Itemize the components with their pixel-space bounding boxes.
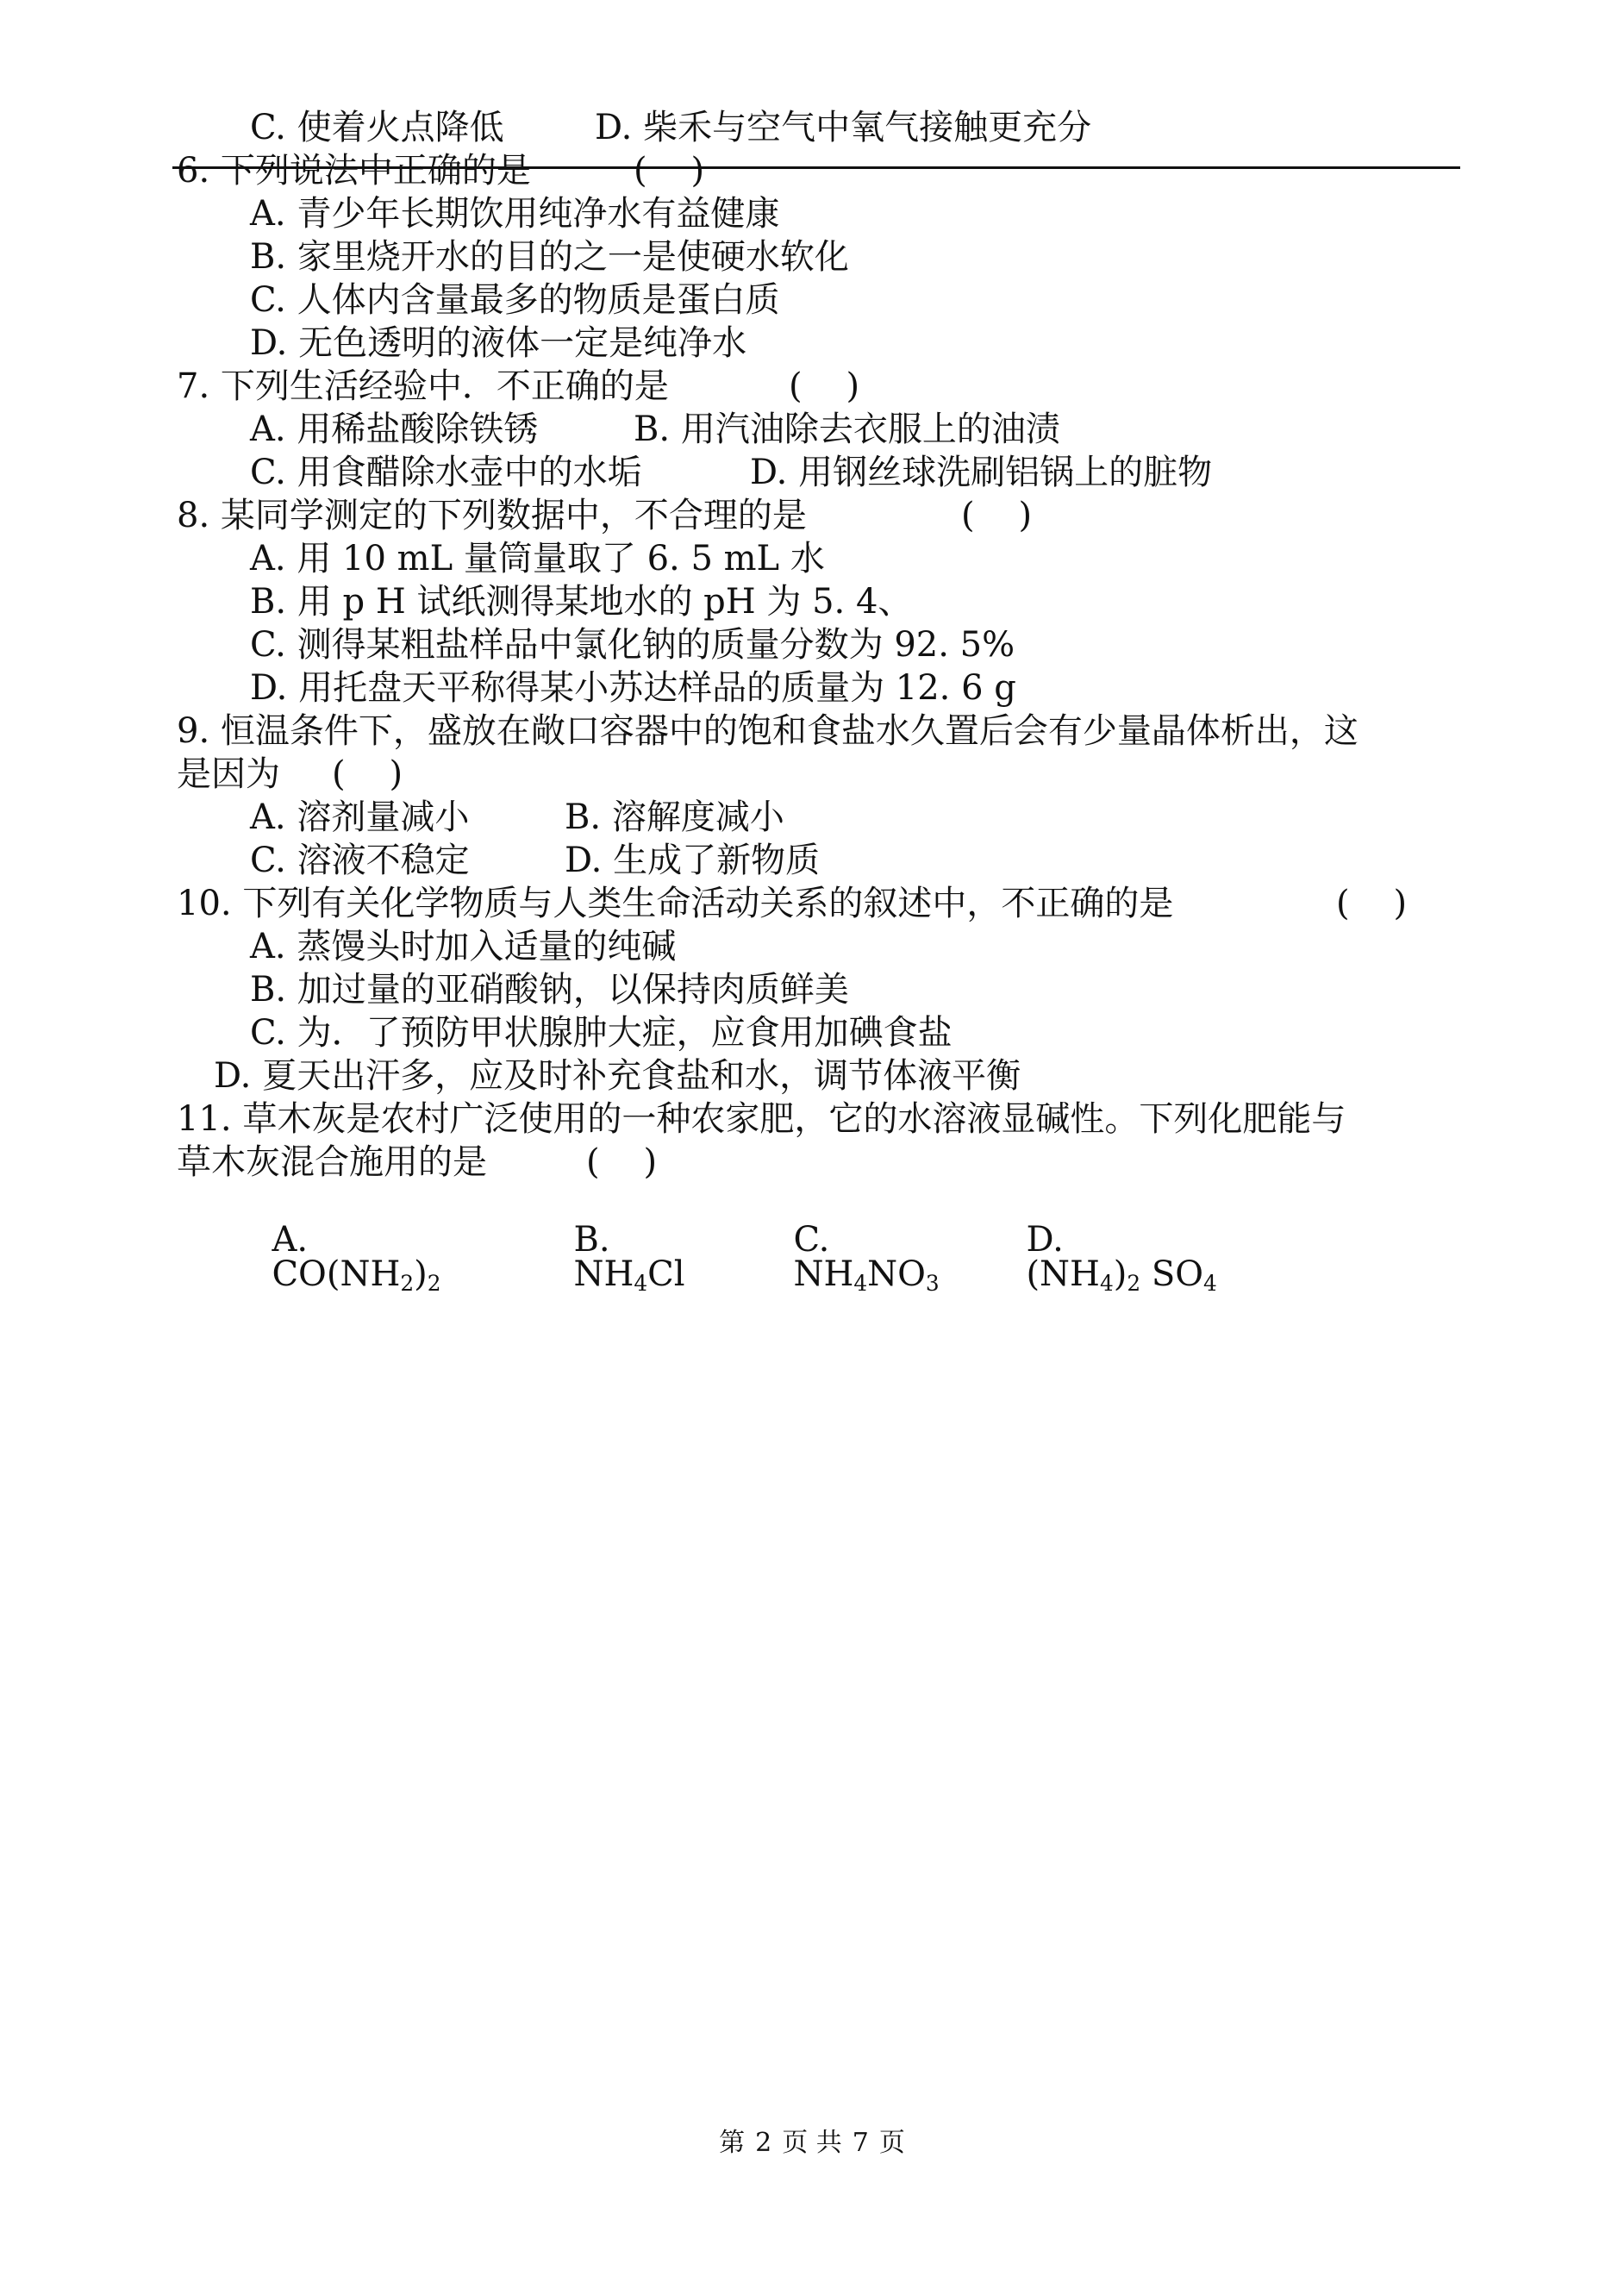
q6-option-b: B. 家里烧开水的目的之一是使硬水软化 [250, 237, 849, 277]
q5-option-d: D. 柴禾与空气中氧气接触更充分 [595, 108, 1092, 147]
q6-option-d: D. 无色透明的液体一定是纯净水 [250, 323, 747, 363]
q11-option-c-formula: $NH_4NO_3$ [793, 1254, 940, 1297]
q11-stem-line2: 草木灰混合施用的是 [177, 1142, 487, 1182]
q8-option-c: C. 测得某粗盐样品中氯化钠的质量分数为 92. 5% [250, 625, 1015, 665]
q7-stem: 7. 下列生活经验中．不正确的是 [177, 366, 669, 406]
q11-option-b-label: B. [573, 1220, 610, 1260]
q10-option-b: B. 加过量的亚硝酸钠，以保持肉质鲜美 [250, 970, 849, 1010]
q8-option-b: B. 用 p H 试纸测得某地水的 pH 为 5. 4、 [250, 582, 913, 622]
q9-answer-paren: ( ) [332, 754, 403, 794]
q10-answer-paren: ( ) [1336, 884, 1408, 923]
q9-option-d: D. 生成了新物质 [565, 841, 821, 880]
q7-option-c: C. 用食醋除水壶中的水垢 [250, 453, 642, 492]
q11-option-a-label: A. [272, 1220, 309, 1260]
q11-stem-line1: 11. 草木灰是农村广泛使用的一种农家肥，它的水溶液显碱性。下列化肥能与 [177, 1099, 1346, 1139]
q11-option-b-formula: $NH_4Cl$ [573, 1254, 685, 1297]
q6-option-c: C. 人体内含量最多的物质是蛋白质 [250, 280, 780, 320]
q7-answer-paren: ( ) [789, 366, 860, 406]
q11-option-d-formula: $(NH_4)_2$ $SO_4$ [1026, 1254, 1217, 1297]
footer-suffix: 页 [878, 2128, 905, 2158]
q11-option-a-formula: $CO(NH_2)_2$ [272, 1254, 441, 1297]
q9-stem-line1: 9. 恒温条件下，盛放在敞口容器中的饱和食盐水久置后会有少量晶体析出，这 [177, 711, 1359, 751]
q11-option-d-label: D. [1026, 1220, 1064, 1260]
q9-option-a: A. 溶剂量减小 [250, 797, 470, 837]
page-footer [0, 2121, 1624, 2159]
q9-option-c: C. 溶液不稳定 [250, 841, 470, 880]
q9-option-b: B. 溶解度减小 [565, 797, 784, 837]
q5-option-c: C. 使着火点降低 [250, 108, 504, 147]
q11-option-b [552, 1188, 685, 1297]
q11-option-c [771, 1188, 940, 1297]
q10-option-c: C. 为．了预防甲状腺肿大症，应食用加碘食盐 [250, 1013, 953, 1053]
q10-option-d: D. 夏天出汗多，应及时补充食盐和水，调节体液平衡 [214, 1056, 1021, 1096]
footer-middle: 页 共 [782, 2128, 842, 2158]
q10-stem: 10. 下列有关化学物质与人类生命活动关系的叙述中，不正确的是 [177, 884, 1174, 923]
q7-option-a: A. 用稀盐酸除铁锈 [250, 410, 539, 449]
q9-stem-line2: 是因为 [177, 754, 280, 794]
footer-page-number: 2 [755, 2128, 772, 2158]
q8-option-a: A. 用 10 mL 量筒量取了 6. 5 mL 水 [250, 539, 825, 578]
footer-total-pages: 7 [852, 2128, 869, 2158]
footer-prefix: 第 [719, 2128, 746, 2158]
q6-stem: 6. 下列说法中正确的是 [177, 151, 531, 191]
q6-option-a: A. 青少年长期饮用纯净水有益健康 [250, 194, 780, 234]
q6-answer-paren: ( ) [634, 151, 705, 191]
q7-option-d: D. 用钢丝球洗刷铝锅上的脏物 [750, 453, 1213, 492]
q11-option-d [1004, 1188, 1217, 1297]
q11-answer-paren: ( ) [586, 1142, 658, 1182]
q11-option-a [250, 1188, 441, 1297]
q11-option-c-label: C. [793, 1220, 830, 1260]
q8-option-d: D. 用托盘天平称得某小苏达样品的质量为 12. 6 g [250, 668, 1016, 708]
q8-answer-paren: ( ) [961, 496, 1033, 535]
q8-stem: 8. 某同学测定的下列数据中，不合理的是 [177, 496, 807, 535]
q7-option-b: B. 用汽油除去衣服上的油渍 [634, 410, 1060, 449]
q10-option-a: A. 蒸馒头时加入适量的纯碱 [250, 927, 677, 966]
